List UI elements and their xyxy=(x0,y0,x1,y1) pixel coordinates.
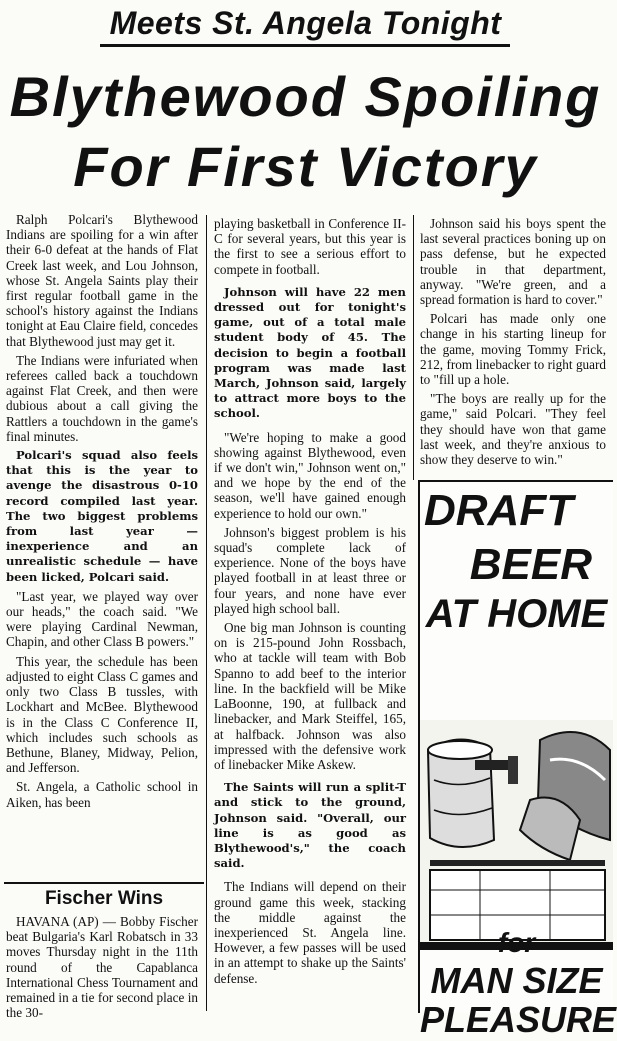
paragraph: "The boys are really up for the game," said Polcari. "They feel they should have won that game last week, and they're anxious to show they deserve to win." xyxy=(420,391,606,468)
kicker-rule xyxy=(100,44,510,47)
draft-beer-advertisement xyxy=(418,480,617,1040)
beer-tap-illustration xyxy=(420,720,613,950)
ad-line-at-home: AT HOME xyxy=(425,592,608,636)
paragraph: HAVANA (AP) — Bobby Fischer beat Bulgaria's Karl Robatsch in 33 moves Thursday night in the 11th round of the Capablanca International Chess Tournament and remained in a tie for second place in the 30- xyxy=(6,914,198,1021)
headline-line-1: Blythewood Spoiling xyxy=(9,65,602,128)
bold-paragraph: Johnson will have 22 men dressed out for tonight's game, out of a total male student body of 45. The decision to begin a football program was made last March, Johnson said, largely to attract more boys to the school. xyxy=(214,284,406,421)
paragraph: Ralph Polcari's Blythewood Indians are spoiling for a win after their 6-0 defeat at the hands of Flat Creek last week, and Lou Johnson, whose St. Angela Saints play their first regular football game in the school's history against the Indians tonight at Eau Claire field, concedes that Blythewood just may get it. xyxy=(6,212,198,349)
column-divider xyxy=(206,215,207,1011)
column-divider xyxy=(413,215,414,480)
bold-paragraph: The Saints will run a split-T and stick to the ground, Johnson said. "Overall, our line is as good as Blythewood's," the coach said. xyxy=(214,780,406,871)
paragraph: One big man Johnson is counting on is 215-pound John Rossbach, who at tackle will team with Bob Spanno to add beef to the interior line. In the backfield will be Mike LaBoonne, 190, at fullback and linebacker, and Mark Steiffel, 165, at halfback. Johnson was also impressed with the defensive work of linebacker Mike Askew. xyxy=(214,620,406,772)
paragraph: Johnson said his boys spent the last several practices boning up on pass defense, but he expected trouble in that department, anyway. "We're green, and a spread formation is hard to cover." xyxy=(420,216,606,308)
headline-line-2: For First Victory xyxy=(73,135,538,198)
paragraph: This year, the schedule has been adjusted to eight Class C games and only two Class B tussles, with Lockhart and McBee. Blythewood is in the Class C Conference II, which includes such schools as Bethune, Blaney, Midway, Pelion, and Jefferson. xyxy=(6,653,198,776)
ad-line-draft: DRAFT xyxy=(424,486,574,535)
article-column-3 xyxy=(420,216,606,471)
paragraph: The Indians were infuriated when referees called back a touchdown against Flat Creek, and then were dubious about a call giving the Rattlers a touchdown in the game's final minutes. xyxy=(6,352,198,444)
fischer-rule xyxy=(4,882,204,884)
paragraph: playing basketball in Conference II-C for several years, but this year is the first to see a serious effort to compete in football. xyxy=(214,216,406,277)
bold-paragraph: Polcari's squad also feels that this is the year to avenge the disastrous 0-10 record compiled last year. The two biggest problems from last year — inexperience and an unrealistic schedule — have been licked, Polcari said. xyxy=(6,448,198,584)
fischer-article xyxy=(6,914,198,1024)
paragraph: "We're hoping to make a good showing against Blythewood, even if we don't win," Johnson went on," and we hope by the end of the season, we'll have gained enough experience to hold our own." xyxy=(214,429,406,521)
ad-line-man-size: MAN SIZE xyxy=(430,960,603,1001)
kicker-headline: Meets St. Angela Tonight xyxy=(109,5,502,41)
paragraph: "Last year, we played way over our heads," the coach said. "We were playing Cardinal Newman, Chapin, and other Class B powers." xyxy=(6,588,198,650)
ad-line-pleasure: PLEASURE xyxy=(420,999,617,1040)
paragraph: St. Angela, a Catholic school in Aiken, has been xyxy=(6,779,198,810)
ad-line-for: for xyxy=(497,927,536,958)
ad-line-beer: BEER xyxy=(469,540,592,589)
fischer-headline: Fischer Wins xyxy=(44,888,164,909)
article-column-2 xyxy=(214,216,406,990)
article-column-1 xyxy=(6,212,198,814)
paragraph: Polcari has made only one change in his starting lineup for the game, moving Tommy Frick, 212, from linebacker to right guard to "fill up a hole. xyxy=(420,311,606,388)
paragraph: The Indians will depend on their ground game this week, stacking the middle against the inexperienced St. Angela line. However, a few passes will be used in an attempt to shake up the Saints' defense. xyxy=(214,879,406,986)
paragraph: Johnson's biggest problem is his squad's complete lack of experience. None of the boys have played football in at least three or four years, and none have ever played high school ball. xyxy=(214,524,406,616)
